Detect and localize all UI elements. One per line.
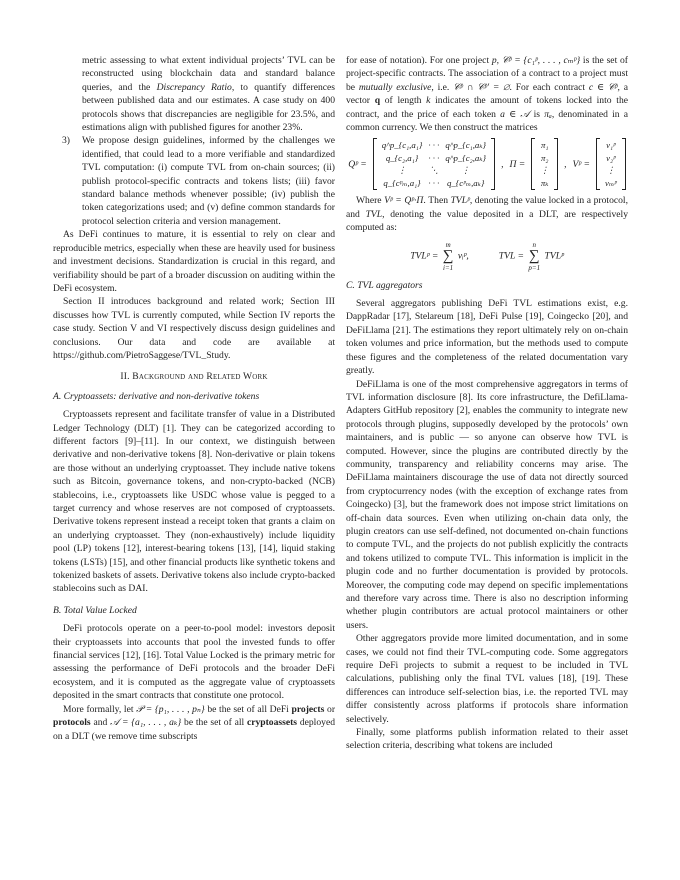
list-item-2-rest: , to quantify differences between published data and our estimates. A case study on 400 protocols shows that discrepancies are negligible for 23.5%, and estimations align with published figures for another 23%. [82, 81, 335, 134]
asset-set-math: 𝒜 = {a₁, . . . , aₖ} [110, 717, 182, 729]
subsection-b-heading: B. Total Value Locked [53, 604, 137, 616]
matrix-q-label: Qᵖ = [348, 158, 367, 170]
matrix-pi-label: Π = [509, 158, 526, 170]
paragraph-sections: Section II introduces background and related work; Section III discusses how TVL is currently computed, while Section IV reports the case study. Section V and VI respectively discuss design guidelines and conclusions. Our data and code are available at https://github.com/PietroSaggese/TVL_Study. [53, 296, 335, 361]
matrix-equations: Qᵖ = q^p_{c₁,a₁} · · · q^p_{c₁,aₖ} q_{c₂,a₁} · · · q^p_{c₂,aₖ} ⋮ ⋱ ⋮ q_{cᵖₘ,a₁} · · · q_{cᵖₘ,aₖ} , Π = π₁ π₂ ⋮ πₖ , Vᵖ = v₁ᵖ v₂ᵖ ⋮ vₘᵖ [346, 138, 628, 190]
left-column [53, 54, 335, 743]
list-item-3 [53, 134, 335, 228]
matrix-pi [531, 138, 558, 190]
mutually-exclusive-term: mutually exclusive [358, 81, 432, 93]
paragraph-cryptoassets: Cryptoassets represent and facilitate transfer of value in a Distributed Ledger Technology (DLT) [1]. They can be categorized according to different factors [9]–[11]. In our context, we distinguish between derivative and non-derivative tokens [8]. Non-derivative or plain tokens are those without an underlying cryptoasset. They include native tokens such as Bitcoin, governance tokens, and non-crypto-backed (NCB) stablecoins, i.e., cryptoassets like USDC whose value is pegged to a target currency and whose reserves are not composed of cryptoassets. Derivative tokens represent instead a receipt token that grants a claim on an underlying cryptoasset. They (non-exhaustively) include liquidity pool (LP) tokens [12], interest-bearing tokens [13], [14], liquid staking tokens (LSTs) [15], and other financial products like synthetic tokens and tokenized baskets of assets. Derivative tokens also include crypto-backed stablecoins such as DAI. [53, 409, 336, 595]
matrix-q-table: q^p_{c₁,a₁} · · · q^p_{c₁,aₖ} q_{c₂,a₁} · · · q^p_{c₂,aₖ} ⋮ ⋱ ⋮ q_{cᵖₘ,a₁} · · · q_{cᵖₘ,aₖ} [381, 140, 487, 188]
tvl-equations [346, 241, 628, 272]
paragraph-finally: Finally, some platforms publish information related to their asset selection criteria, describing what tokens are included [346, 727, 628, 752]
matrix-v-label: Vᵖ = [572, 158, 590, 170]
list-item-2-text: metric assessing to what extent individual projects’ TVL can be reconstructed using blockchain data and standard balance queries, and the [82, 55, 335, 93]
matrix-pi-table: π₁ π₂ ⋮ πₖ [540, 140, 550, 188]
matrix-q [373, 138, 495, 190]
exclusivity-math: 𝒞ᵖ ∩ 𝒞ᵖ′ = ∅ [453, 81, 510, 93]
section-heading: II. Background and Related Work [120, 371, 268, 383]
paragraph-defillama: DeFiLlama is one of the most comprehensive aggregators in terms of TVL information disclosure [8]. Its core infrastructure, the DefiLlama-Adapters GitHub repository [2], enables the community to integrate new protocols through plugins, supposedly developed by the protocols’ own maintainers, and is public — so anyone can observe how TVL is computed. However, since the plugins are contributed directly by the community, transparency and reliability concerns may arise. The DeFiLlama maintainers discourage the use of data not directly sourced from cryptocurrency nodes (with the exception of exchange rates from Coingecko) [3], but the framework does not impose strict limitations on off-chain data sources. Even when utilizing on-chain data only, the plugin creators can use self-defined, not documented on-chain functions to compute TVL, and the projects do not publish explicitly the contracts and tokens utilized to compute TVL. This information is implicit in the plugin code and no further documentation is provided by protocols. Moreover, the computing code may depend on specific implementations and therefore vary across time. There is also no description informing whether plugin contributors are actual protocol maintainers or other users. [346, 378, 628, 631]
protocol-set-math: 𝒫 = {p₁, . . . , pₙ} [136, 703, 205, 715]
paragraph-where: Where Vᵖ = Qᵖ·Π. Then TVLᵖ, denoting the value locked in a protocol, and TVL, denoting the value deposited in a DLT, are respectively computed as: [346, 195, 628, 234]
contract-set-math: p, 𝒞ᵖ = {c₁ᵖ, . . . , cₘᵖ} [491, 55, 581, 66]
list-item-3-number: 3) [62, 135, 70, 147]
bold-protocols: protocols [53, 717, 91, 729]
bold-projects: projects [291, 703, 325, 715]
matrix-v-table: v₁ᵖ v₂ᵖ ⋮ vₘᵖ [604, 140, 617, 188]
discrepancy-ratio-term: Discrepancy Ratio [156, 81, 232, 93]
matrix-v [596, 138, 626, 190]
paragraph-other-aggregators: Other aggregators provide more limited documentation, and in some cases, we could not find their TVL-computing code. Some aggregators require DeFi projects to submit a request to be included in TVL calculations, publishing only the final TVL values [18], [19]. These differences can introduce self-selection bias, i.e. the reported TVL may differ consistently across platforms if protocols share information selectively. [346, 633, 628, 725]
paragraph-formal-definition: More formally, let 𝒫 = {p₁, . . . , pₙ} be the set of all DeFi projects or protocols and 𝒜 = {a₁, . . . , aₖ} be the set of all cryptoassets deployed on a DLT (we remove time subscripts [53, 703, 336, 742]
list-item-2-continuation [53, 54, 335, 134]
paragraph-notation: for ease of notation). For one project p, 𝒞ᵖ = {c₁ᵖ, . . . , cₘᵖ} is the set of project-specific contracts. The association of a contract to a project must be mutually exclusive, i.e. 𝒞ᵖ ∩ 𝒞ᵖ′ = ∅. For each contract c ∈ 𝒞ᵖ, a vector q of length k indicates the amount of tokens locked into the contract, and the price of each token a ∈ 𝒜 is πₐ, denominated in a common currency. We then construct the matrices [346, 55, 628, 134]
subsection-c-heading: C. TVL aggregators [346, 279, 423, 291]
paragraph-tvl: DeFi protocols operate on a peer-to-pool model: investors deposit their cryptoassets into accounts that pool the invested funds to offer financial services [12], [16]. Total Value Locked is the primary metric for assessing the performance of DeFi protocols and the broader DeFi ecosystem, and it is computed as the aggregate value of cryptoassets deposited in the smart contracts that constitute one protocol. [53, 623, 335, 702]
equation-tvl-protocol: TVLᵖ = m ∑ i=1 vᵢᵖ, [410, 240, 469, 272]
right-column [346, 54, 628, 753]
subsection-a-heading: A. Cryptoassets: derivative and non-derivative tokens [53, 390, 260, 402]
bold-cryptoassets: cryptoassets [246, 717, 298, 729]
equation-tvl-total: TVL = n ∑ p=1 TVLᵖ [498, 240, 564, 272]
paragraph-defi-mature: As DeFi continues to mature, it is essential to rely on clear and reproducible metrics, especially when these are heavily used for business and investment decisions. Standardization is crucial in this regard, and verifiability should be part of a broader discussion on auditing within the DeFi ecosystem. [53, 229, 335, 294]
list-item-3-text: We propose design guidelines, informed by the challenges we identified, that could lead to a more verifiable and standardized TVL computation: (i) compute TVL from on-chain sources; (ii) publish protocol-specific contracts and tokens lists; (iii) favor standard balance methods whenever possible; (iv) publish the token categorizations used; and (v) define common standards for protocol selection criteria and version management. [82, 135, 335, 227]
paragraph-aggregators: Several aggregators publishing DeFi TVL estimations exist, e.g. DappRadar [17], Stelareum [18], DeFi Pulse [19], Coingecko [20], and DeFiLlama [21]. The estimations they report ultimately rely on on-chain token volumes and price information, but the methods used to compute these figures and the completeness of the related documentation vary greatly. [346, 298, 628, 377]
